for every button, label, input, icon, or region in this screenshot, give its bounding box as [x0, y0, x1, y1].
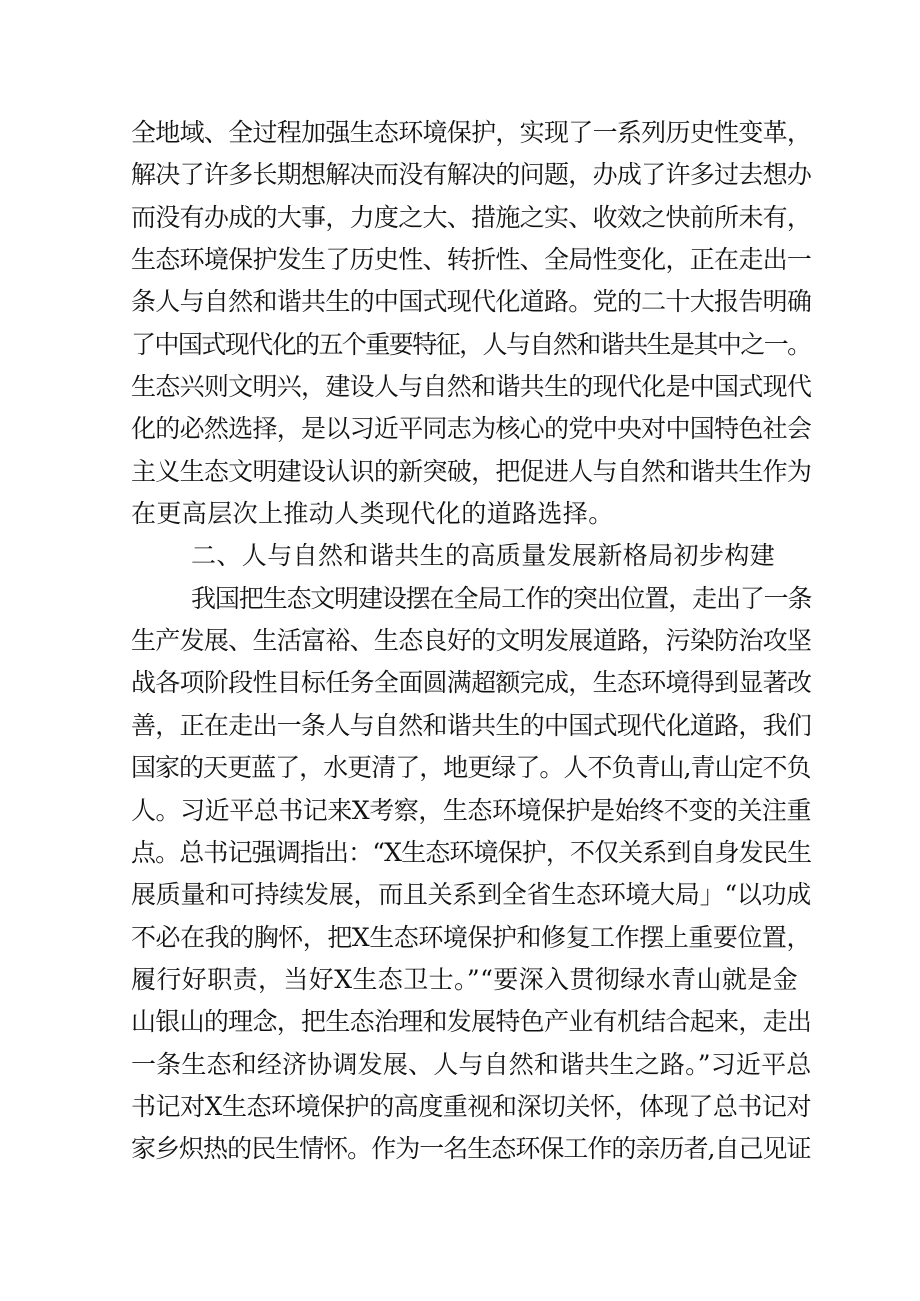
text-line: 主义生态文明建设认识的新突破，把促进人与自然和谐共生作为 [131, 456, 812, 486]
text-line: 全地域、全过程加强生态环境保护，实现了一系列历史性变革， [131, 118, 812, 147]
text-line: 点。总书记强调指出：“X生态环境保护，不仅关系到自身发民生 [131, 837, 812, 867]
text-line: 在更高层次上推动人类现代化的道路选择。 [131, 499, 614, 529]
text-line: 国家的天更蓝了，水更清了，地更绿了。人不负青山,青山定不负 [131, 753, 811, 783]
text-line: 一条生态和经济协调发展、人与自然和谐共生之路。”习近平总 [131, 1049, 812, 1079]
text-line: 善，正在走出一条人与自然和谐共生的中国式现代化道路，我们 [131, 710, 812, 740]
text-line: 条人与自然和谐共生的中国式现代化道路。党的二十大报告明确 [131, 287, 812, 317]
text-line: 人。习近平总书记来X考察，生态环境保护是始终不变的关注重 [131, 795, 812, 825]
text-line: 生态兴则文明兴，建设人与自然和谐共生的现代化是中国式现代 [131, 372, 812, 402]
text-line: 了中国式现代化的五个重要特征，人与自然和谐共生是其中之一。 [131, 329, 811, 359]
text-line: 生态环境保护发生了历史性、转折性、全局性变化，正在走出一 [131, 245, 812, 275]
text-line: 化的必然选择，是以习近平同志为核心的党中央对中国特色社会 [131, 414, 812, 444]
text-line: 生产发展、生活富裕、生态良好的文明发展道路，污染防治攻坚 [131, 626, 812, 656]
text-line: 解决了许多长期想解决而没有解决的问题，办成了许多过去想办 [131, 160, 812, 190]
text-line: 而没有办成的大事，力度之大、措施之实、收效之快前所未有， [131, 202, 812, 232]
text-line: 履行好职责，当好X生态卫士。”“要深入贯彻绿水青山就是金 [131, 964, 799, 994]
text-line: 展质量和可持续发展，而且关系到全省生态环境大局」“以功成 [131, 880, 811, 910]
body-text [131, 112, 811, 1171]
text-line: 我国把生态文明建设摆在全局工作的突出位置，走出了一条 [191, 583, 812, 613]
text-line: 书记对X生态环境保护的高度重视和深切关怀，体现了总书记对 [131, 1091, 812, 1121]
text-line: 家乡炽热的民生情怀。作为一名生态环保工作的亲历者,自己见证 [131, 1134, 811, 1164]
text-line: 山银山的理念，把生态治理和发展特色产业有机结合起来，走出 [131, 1007, 812, 1037]
section-heading: 二、人与自然和谐共生的高质量发展新格局初步构建 [191, 541, 776, 571]
text-line: 不必在我的胸怀，把X生态环境保护和修复工作摆上重要位置， [131, 922, 812, 952]
text-line: 战各项阶段性目标任务全面圆满超额完成，生态环境得到显著改 [131, 668, 812, 698]
